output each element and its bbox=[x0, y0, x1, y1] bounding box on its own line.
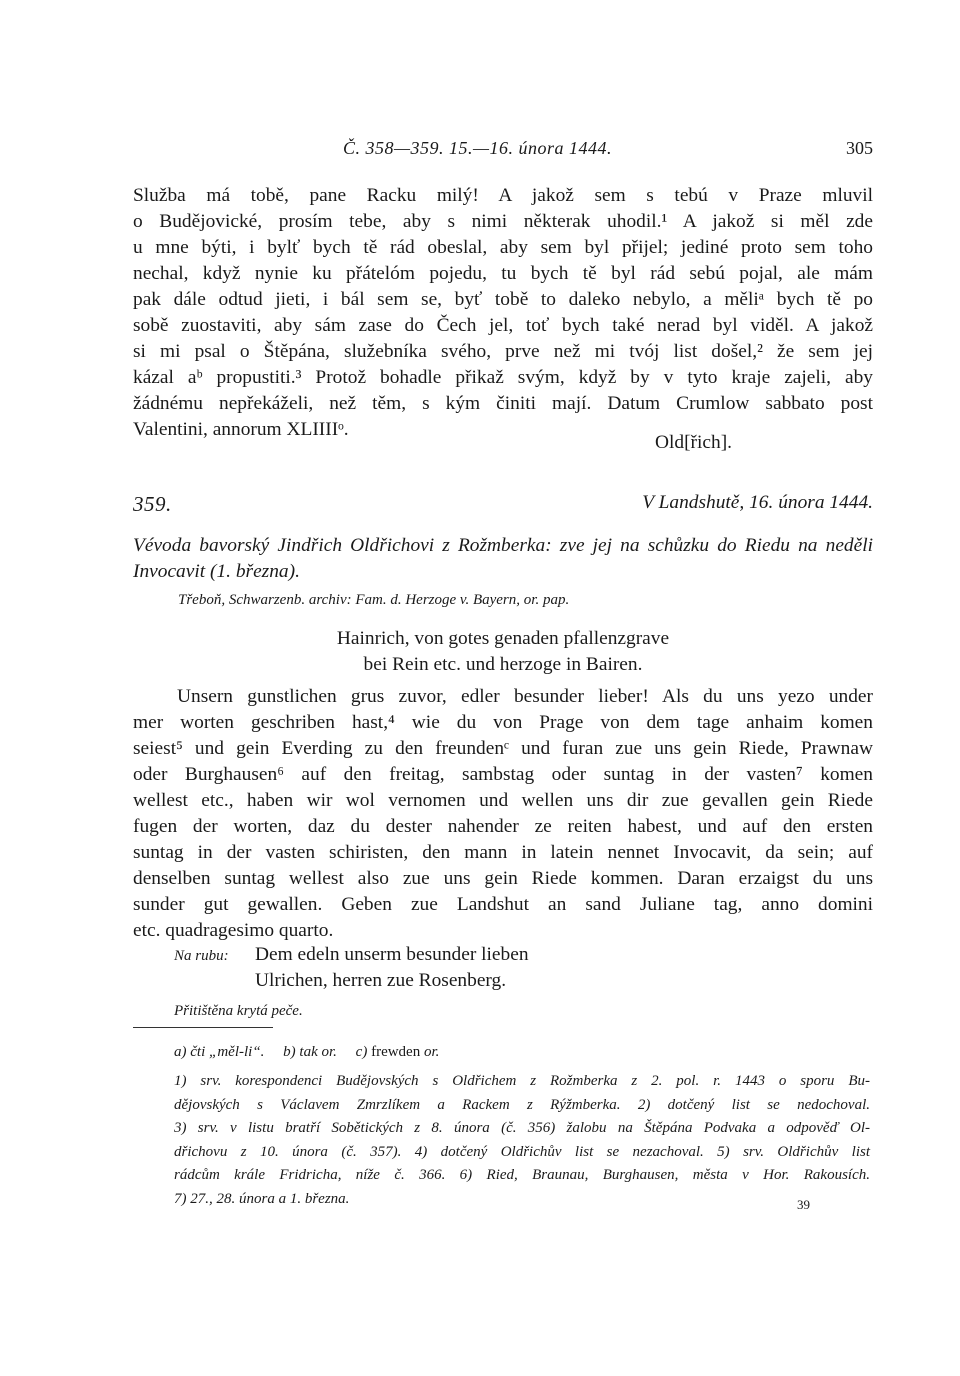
text-line: nechal, když nynie ku přátelóm pojedu, tu bych tě byl rád sebú pojal, ale mám bbox=[133, 263, 873, 284]
document-number: 359. bbox=[133, 492, 172, 516]
footnote-line: 3) srv. v listu bratří Sobětických z 8. února (č. 356) žalobu na Štěpána Podvaka a odpověď Ol- bbox=[174, 1120, 870, 1136]
text-line: Unsern gunstlichen grus zuvor, edler besunder lieber! Als du uns yezo under bbox=[177, 686, 873, 707]
text-line: suntag in der vasten schiristen, den mann in latein nennet Invocavit, da sein; auf bbox=[133, 842, 873, 863]
text-line: sunder gut gewallen. Geben zue Landshut an sand Juliane tag, anno domini bbox=[133, 894, 873, 915]
text-line: seiest⁵ und gein Everding zu den freundenᶜ und furan zue uns gein Riede, Prawnaw bbox=[133, 738, 873, 759]
text-line: o Budějovické, prosím tebe, aby s nimi některak uhodil.¹ A jakož si měl zde bbox=[133, 211, 873, 232]
text-line: kázal aᵇ propustiti.³ Protož bohadle přikaž svým, když by v tyto kraje zajeli, aby bbox=[133, 367, 873, 388]
regest: Vévoda bavorský Jindřich Oldřichovi z Rožmberka: zve jej na schůzku do Riedu na neděli Invocavit (1. března). bbox=[133, 535, 873, 582]
text-line: etc. quadragesimo quarto. bbox=[133, 920, 334, 941]
seal-note: Přitištěna krytá peče. bbox=[174, 1003, 303, 1019]
on-rubu-label: Na rubu: bbox=[174, 948, 229, 964]
address-text bbox=[255, 942, 529, 994]
address-line: Ulrichen, herren zue Rosenberg. bbox=[255, 970, 507, 991]
letter-footnotes bbox=[174, 1044, 439, 1061]
text-line: u mne býti, i bylť bych tě rád obeslal, aby sem byl přijel; jediné proto sem toho bbox=[133, 237, 873, 258]
numbered-footnotes bbox=[174, 1070, 870, 1211]
footnote-c-word: frewden bbox=[371, 1044, 421, 1060]
text-line: si mi psal o Štěpána, služebníka svého, prve než mi tvój list došel,² že sem jej bbox=[133, 341, 873, 362]
text-line: pak dále odtud jieti, i bál sem se, byť tobě to daleko nebylo, a měliᵃ bych tě po bbox=[133, 289, 873, 310]
salutation-line: bei Rein etc. und herzoge in Bairen. bbox=[363, 654, 643, 675]
letter-text bbox=[133, 684, 873, 944]
footnote-line: rádcům krále Fridricha, níže č. 366. 6) Ried, Braunau, Burghausen, města v Hor. Rakousích. bbox=[174, 1167, 870, 1183]
page-header bbox=[133, 138, 873, 164]
text-line: Valentini, annorum XLIIIIᵒ. bbox=[133, 419, 349, 440]
text-line: žádnému nepřekáželi, než těm, s kým činiti mají. Datum Crumlow sabbato post bbox=[133, 393, 873, 414]
page-number: 305 bbox=[846, 138, 873, 158]
text-line: sobě zuostaviti, aby sám zase do Čech jel, toť bych také nerad byl viděl. A jakož bbox=[133, 315, 873, 336]
text-line: wellest etc., haben wir wol vernomen und wellen uns dir zue gevallen gein Riede bbox=[133, 790, 873, 811]
text-line: oder Burghausen⁶ auf den freitag, sambstag oder suntag in der vasten⁷ komen bbox=[133, 764, 873, 785]
signature: Old[řich]. bbox=[655, 432, 732, 453]
footnote-line: 7) 27., 28. února a 1. března. bbox=[174, 1190, 350, 1207]
footnote-a: a) čti „měl-li“. bbox=[174, 1044, 265, 1060]
text-line: denselben suntag wellest also zue uns gein Riede kommen. Daran erzaigst du uns bbox=[133, 868, 873, 889]
footnote-c-suffix: or. bbox=[423, 1044, 440, 1060]
text-line: mer worten geschriben hast,⁴ wie du von Prage von dem tage anhaim komen bbox=[133, 712, 873, 733]
place-date: V Landshutě, 16. února 1444. bbox=[642, 492, 873, 513]
printer-signature-mark: 39 bbox=[797, 1197, 810, 1212]
footnote-line: dřichovu z 10. února (č. 357). 4) dotčený Oldřichův list se nezachoval. 5) srv. Oldřichův list bbox=[174, 1143, 870, 1160]
text-line: fugen der worten, daz du dester nahender ze reiten habest, und auf den ersten bbox=[133, 816, 873, 837]
salutation-line: Hainrich, von gotes genaden pfallenzgrave bbox=[336, 628, 670, 649]
footnote-line: 1) srv. korespondenci Budějovských s Oldřichem z Rožmberka z 2. pol. r. 1443 o sporu Bu- bbox=[174, 1073, 870, 1089]
running-title: Č. 358—359. 15.—16. února 1444. bbox=[343, 138, 613, 158]
address-line: Dem edeln unserm besunder lieben bbox=[255, 944, 529, 965]
footnote-c-prefix: c) bbox=[355, 1044, 368, 1060]
doc-358-text bbox=[133, 183, 873, 443]
text-line: Služba má tobě, pane Racku milý! A jakož sem s tebú v Praze mluvil bbox=[133, 185, 873, 206]
footnote-divider bbox=[133, 1027, 273, 1028]
footnote-line: dějovských s Václavem Zmrzlíkem a Rackem z Rýžmberka. 2) dotčený list se nedochoval. bbox=[174, 1096, 870, 1113]
footnote-b: b) tak or. bbox=[283, 1044, 337, 1060]
archive-reference: Třeboň, Schwarzenb. archiv: Fam. d. Herzoge v. Bayern, or. pap. bbox=[178, 592, 570, 608]
